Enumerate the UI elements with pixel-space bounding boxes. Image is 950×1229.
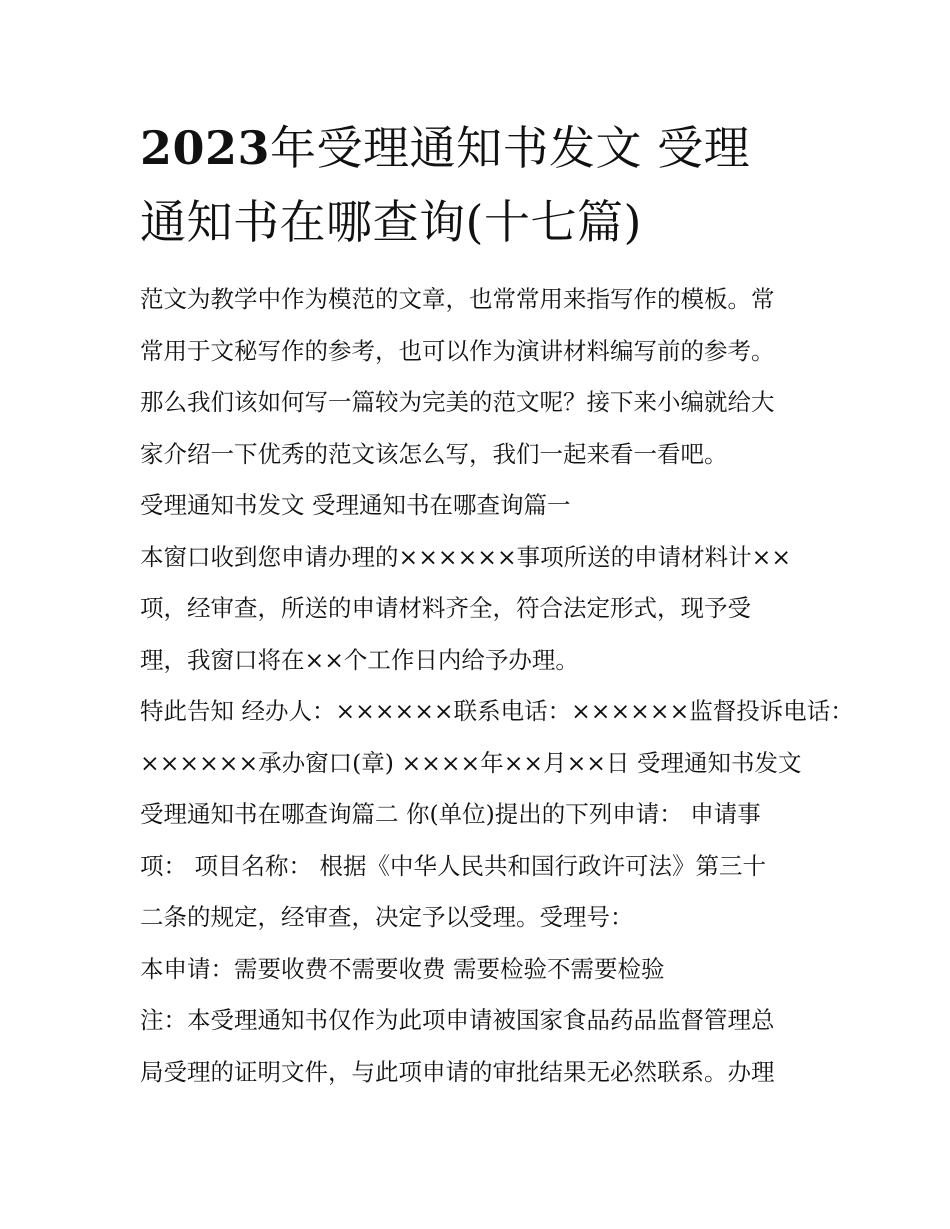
body-line: 本窗口收到您申请办理的××××××事项所送的申请材料计×× [140, 542, 792, 571]
body-line: 常用于文秘写作的参考，也可以作为演讲材料编写前的参考。 [140, 336, 775, 365]
body-line: 家介绍一下优秀的范文该怎么写，我们一起来看一看吧。 [140, 439, 728, 468]
body-line: 局受理的证明文件，与此项申请的审批结果无必然联系。办理 [140, 1057, 775, 1086]
body-line: 二条的规定，经审查，决定予以受理。受理号： [140, 903, 634, 931]
title-line-1-text: 年受理通知书发文 受理 [270, 121, 751, 175]
body-line: 项： 项目名称： 根据《中华人民共和国行政许可法》第三十 [140, 851, 766, 880]
body-line: 本申请：需要收费不需要收费 需要检验不需要检验 [140, 954, 665, 983]
body-line: 受理通知书在哪查询篇二 你(单位)提出的下列申请： 申请事 [140, 800, 761, 828]
section-heading-1: 受理通知书发文 受理通知书在哪查询篇一 [140, 491, 571, 519]
document-body [140, 274, 854, 1098]
body-line: 特此告知 经办人：××××××联系电话：××××××监督投诉电话： [140, 697, 854, 725]
body-line: 项，经审查，所送的申请材料齐全，符合法定形式，现予受 [140, 594, 751, 622]
title-line-2: 通知书在哪查询(十七篇) [140, 195, 642, 249]
document-title [140, 118, 816, 252]
body-line: 范文为教学中作为模范的文章，也常常用来指写作的模板。常 [140, 285, 775, 313]
document-content [140, 118, 854, 1098]
body-line: 理，我窗口将在××个工作日内给予办理。 [140, 645, 579, 674]
title-line-1 [140, 118, 816, 178]
body-line: 那么我们该如何写一篇较为完美的范文呢？接下来小编就给大 [140, 388, 775, 416]
body-line: ××××××承办窗口(章) ××××年××月××日 受理通知书发文 [140, 748, 802, 777]
body-line: 注：本受理通知书仅作为此项申请被国家食品药品监督管理总 [140, 1006, 775, 1034]
title-year: 2023 [140, 121, 271, 175]
